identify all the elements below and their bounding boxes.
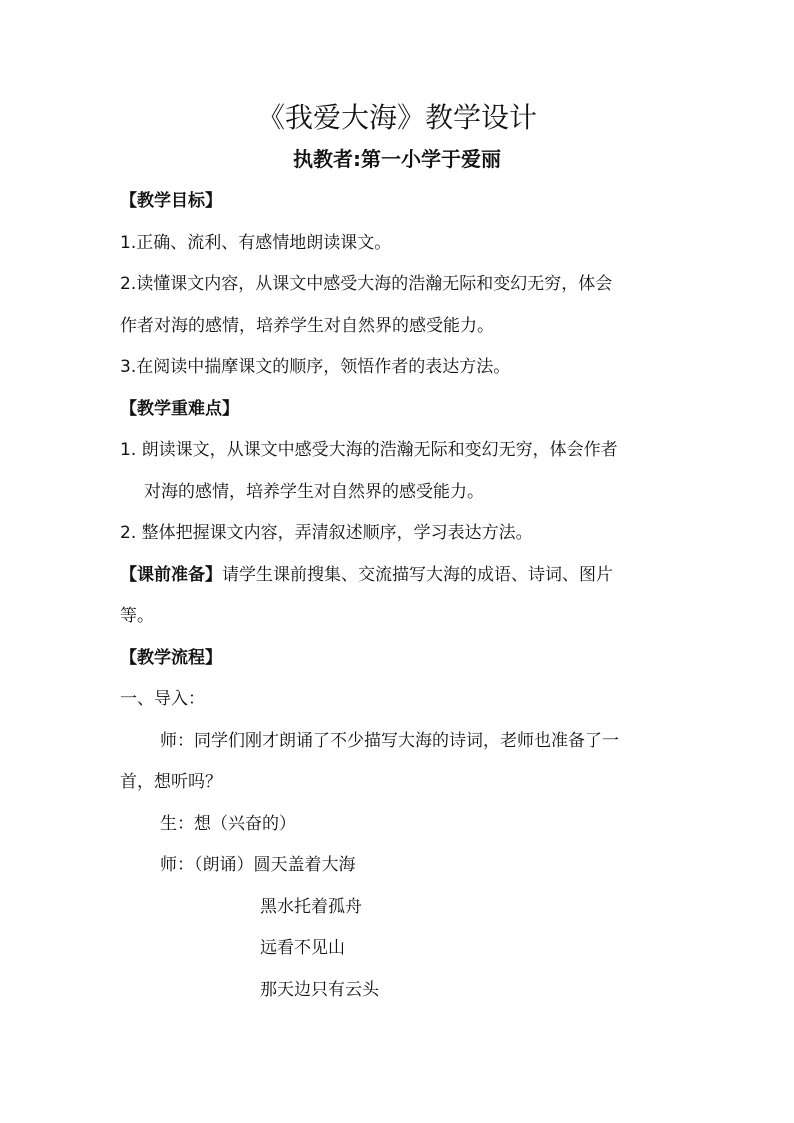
key-point-item: 对海的感情，培养学生对自然界的感受能力。 bbox=[144, 482, 484, 502]
objective-item: 2.读懂课文内容，从课文中感受大海的浩瀚无际和变幻无穷，体会 bbox=[120, 274, 613, 294]
document-subtitle: 执教者:第一小学于爱丽 bbox=[293, 147, 501, 171]
preparation-text: 请学生课前搜集、交流描写大海的成语、诗词、图片 bbox=[222, 565, 613, 585]
key-point-item: 2. 整体把握课文内容，弄清叙述顺序，学习表达方法。 bbox=[120, 523, 533, 543]
objective-item: 1.正确、流利、有感情地朗读课文。 bbox=[120, 233, 392, 253]
key-point-item: 1. 朗读课文，从课文中感受大海的浩瀚无际和变幻无穷，体会作者 bbox=[120, 440, 618, 460]
objectives-heading: 【教学目标】 bbox=[120, 191, 222, 211]
process-heading: 【教学流程】 bbox=[120, 648, 222, 668]
preparation-text-continued: 等。 bbox=[120, 606, 154, 626]
objective-item: 作者对海的感情，培养学生对自然界的感受能力。 bbox=[120, 316, 494, 336]
objective-item: 3.在阅读中揣摩课文的顺序，领悟作者的表达方法。 bbox=[120, 357, 511, 377]
dialogue-line: 生：想（兴奋的） bbox=[160, 814, 296, 834]
document-title: 《我爱大海》教学设计 bbox=[256, 101, 537, 134]
poem-line: 远看不见山 bbox=[260, 938, 345, 958]
preparation-line bbox=[120, 560, 680, 590]
preparation-heading: 【课前准备】 bbox=[120, 565, 222, 585]
poem-line: 黑水托着孤舟 bbox=[260, 897, 362, 917]
key-points-heading: 【教学重难点】 bbox=[120, 399, 239, 419]
poem-line: 那天边只有云头 bbox=[260, 980, 379, 1000]
dialogue-line: 师：（朗诵）圆天盖着大海 bbox=[160, 855, 356, 875]
dialogue-line: 首，想听吗？ bbox=[120, 772, 222, 792]
dialogue-line: 师：同学们刚才朗诵了不少描写大海的诗词，老师也准备了一 bbox=[160, 731, 619, 751]
process-section-title: 一、导入： bbox=[120, 689, 205, 709]
